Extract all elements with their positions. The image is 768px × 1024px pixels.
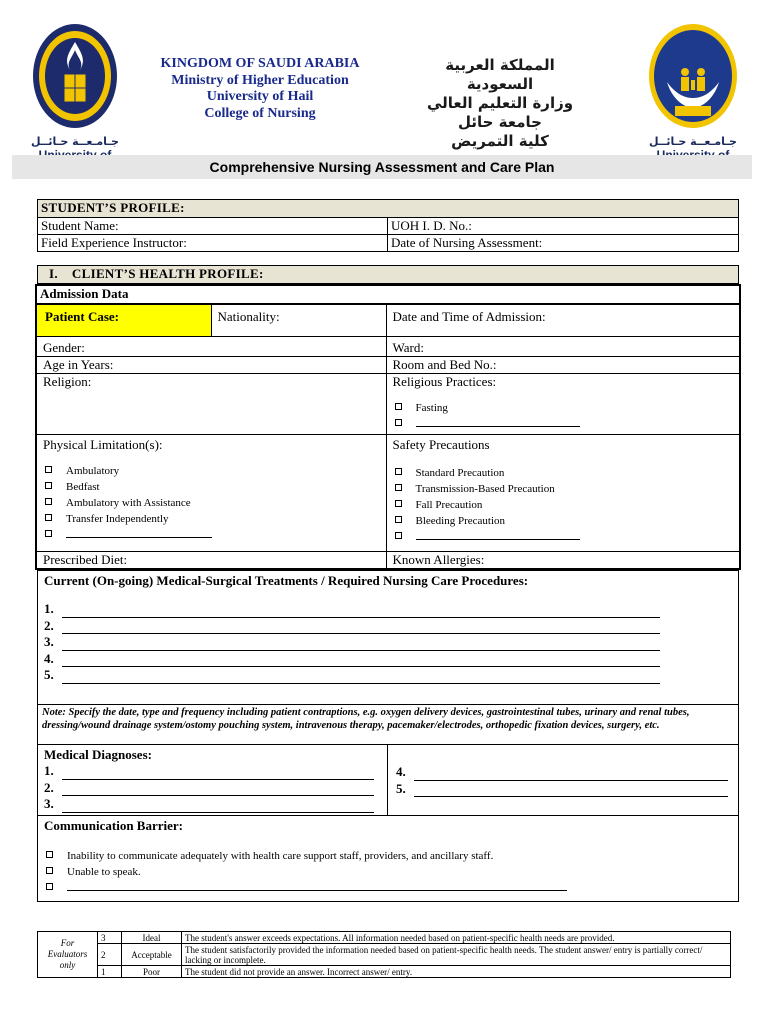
checkbox[interactable] [395,468,402,475]
blank-line[interactable] [414,785,728,797]
ward-field[interactable]: Ward: [386,336,740,356]
checkbox[interactable] [395,403,402,410]
university-logo-left [30,22,120,157]
left-logo-caption-ar: جـامـعــة حـائــل [31,135,119,148]
instructor-field[interactable]: Field Experience Instructor: [38,235,388,252]
blank-line[interactable] [62,655,660,667]
rubric-level: Poor [122,966,182,978]
document-title: Comprehensive Nursing Assessment and Care Plan [12,155,752,179]
checkbox[interactable] [45,514,52,521]
checkbox[interactable] [46,851,53,858]
option-bedfast[interactable] [43,479,380,495]
line-number: 4. [396,764,406,779]
option-label: Standard Precaution [415,466,505,479]
treatment-line[interactable] [44,601,732,618]
header-arabic [410,56,590,151]
option-transfer-independently[interactable] [43,511,380,527]
treatments-cell [38,571,739,705]
treatments-note: Note: Specify the date, type and frequency including patient contraptions, e.g. oxygen delivery devices, gastrointestinal tubes, urinary and renal tubes, dressing/wound drainage system/ostomy pouching system, intravenous therapy, pacemaker/electrodes, orthopedic fixation devices, surgery, etc. [38,705,739,745]
blank-line[interactable] [62,622,660,634]
gender-field[interactable]: Gender: [36,336,386,356]
religion-label: Religion: [43,373,92,389]
header-ar-line: وزارة التعليم العالي [426,94,574,112]
diagnosis-line[interactable] [396,764,730,781]
header-en-line: Ministry of Higher Education [171,72,349,88]
blank-line[interactable] [62,672,660,684]
option-fasting[interactable] [393,400,734,416]
option-other[interactable] [44,880,732,896]
diagnosis-line[interactable] [44,763,381,780]
student-profile-table [37,199,739,252]
diagnoses-right-cell [388,745,739,816]
blank-line[interactable] [62,639,660,651]
blank-line[interactable] [67,881,567,891]
header-en-line: University of Hail [206,89,314,104]
option-label: Transfer Independently [66,512,169,525]
rubric-description: The student satisfactorily provided the information needed based on patient-specific health needs. The student answer/ entry is partially correct/ lacking or incomplete. [182,944,731,966]
line-number: 5. [44,667,54,682]
age-field[interactable]: Age in Years: [36,356,386,373]
line-number: 1. [44,763,54,778]
header-en-line: College of Nursing [204,105,316,121]
rubric-score: 3 [98,932,122,944]
room-bed-field[interactable]: Room and Bed No.: [386,356,740,373]
blank-line[interactable] [66,528,212,538]
checkbox[interactable] [45,530,52,537]
diagnoses-heading: Medical Diagnoses: [44,747,152,762]
option-label: Transmission-Based Precaution [415,482,555,495]
header-english [140,56,380,122]
physical-limitations-cell [36,434,386,551]
communication-heading: Communication Barrier: [44,817,184,833]
option-label: Fall Precaution [415,498,483,511]
client-profile-heading [38,266,739,284]
safety-precautions-label: Safety Precautions [392,436,490,452]
evaluator-label: For Evaluators only [38,932,98,978]
header-ar-line: كلية التمريض [451,132,549,150]
rubric-score: 1 [98,966,122,978]
checkbox[interactable] [46,867,53,874]
checkbox[interactable] [395,500,402,507]
diagnosis-line[interactable] [396,781,730,798]
line-number: 1. [44,601,54,616]
known-allergies-field[interactable]: Known Allergies: [386,551,740,569]
checkbox[interactable] [45,498,52,505]
option-ambulatory-assistance[interactable] [43,495,380,511]
checkbox[interactable] [395,419,402,426]
right-logo-caption-ar: جـامـعــة حـائــل [649,135,737,148]
patient-case-field[interactable]: Patient Case: [36,304,211,336]
safety-precautions-cell [386,434,740,551]
option-label: Bedfast [66,480,100,493]
admission-data-label: Admission Data [36,285,740,304]
option-unable-speak[interactable] [44,864,732,880]
option-bleeding-precaution[interactable] [393,513,734,529]
line-number: 2. [44,617,54,633]
line-number: 4. [44,650,54,666]
option-label: Fasting [415,401,448,414]
treatments-heading: Current (On-going) Medical-Surgical Treatments / Required Nursing Care Procedures: [44,573,529,588]
header-ar-line: جامعة حائل [458,113,542,131]
blank-line[interactable] [416,530,580,540]
option-fall-precaution[interactable] [393,497,734,513]
treatment-line[interactable] [44,634,732,651]
option-standard-precaution[interactable] [393,465,734,481]
heading-number: I. [49,266,58,281]
treatment-line[interactable] [44,618,732,635]
blank-line[interactable] [62,606,660,618]
option-other[interactable] [393,416,734,432]
checkbox[interactable] [46,883,53,890]
rubric-level: Acceptable [122,944,182,966]
rubric-description: The student's answer exceeds expectations. All information needed based on patient-specific health needs are provided. [182,932,731,944]
diagnoses-left-cell [38,745,388,816]
checkbox[interactable] [45,482,52,489]
nationality-field[interactable]: Nationality: [211,304,386,336]
option-ambulatory[interactable] [43,463,380,479]
client-profile-table [35,284,741,570]
religious-practices-label: Religious Practices: [392,373,497,389]
prescribed-diet-field[interactable]: Prescribed Diet: [36,551,386,569]
communication-cell [38,815,739,901]
header-ar-line: المملكة العربية السعودية [445,56,555,93]
blank-line[interactable] [62,768,374,780]
religion-field[interactable] [36,373,386,434]
uoh-id-field[interactable]: UOH I. D. No.: [388,218,739,235]
physical-limitations-label: Physical Limitation(s): [43,436,163,452]
diagnosis-line[interactable] [44,780,381,797]
diagnosis-line[interactable] [44,796,381,813]
option-label: Ambulatory with Assistance [66,496,191,509]
student-profile-heading: STUDENT’S PROFILE: [38,200,739,218]
option-transmission-precaution[interactable] [393,481,734,497]
option-label: Inability to communicate adequately with health care support staff, providers, and ancillary staff. [67,849,494,862]
rubric-level: Ideal [122,932,182,944]
line-number: 5. [396,780,406,796]
religious-practices-cell [386,373,740,434]
blank-line[interactable] [414,769,728,781]
treatment-line[interactable] [44,651,732,668]
option-other[interactable] [43,527,380,543]
blank-line[interactable] [416,417,580,427]
line-number: 3. [44,634,54,649]
checkbox[interactable] [395,532,402,539]
assessment-date-field[interactable]: Date of Nursing Assessment: [388,235,739,252]
checkbox[interactable] [395,484,402,491]
admission-datetime-field[interactable]: Date and Time of Admission: [386,304,740,336]
college-logo-right [643,22,743,157]
option-other[interactable] [393,529,734,545]
heading-text: CLIENT’S HEALTH PROFILE: [71,266,264,281]
evaluator-rubric-table [37,931,731,978]
checkbox[interactable] [45,466,52,473]
line-number: 3. [44,796,54,811]
treatments-table [37,570,739,745]
rubric-score: 2 [98,944,122,966]
client-profile-heading-table [37,265,739,284]
rubric-description: The student did not provide an answer. Incorrect answer/ entry. [182,966,731,978]
option-label: Ambulatory [66,464,120,477]
header-en-line: KINGDOM OF SAUDI ARABIA [160,56,360,71]
checkbox[interactable] [395,516,402,523]
line-number: 2. [44,779,54,795]
option-label: Unable to speak. [67,865,141,878]
option-inability-communicate[interactable] [44,848,732,864]
student-name-field[interactable]: Student Name: [38,218,388,235]
option-label: Bleeding Precaution [415,514,506,527]
blank-line[interactable] [62,801,374,813]
blank-line[interactable] [62,784,374,796]
treatment-line[interactable] [44,667,732,684]
diagnoses-table [37,744,739,902]
